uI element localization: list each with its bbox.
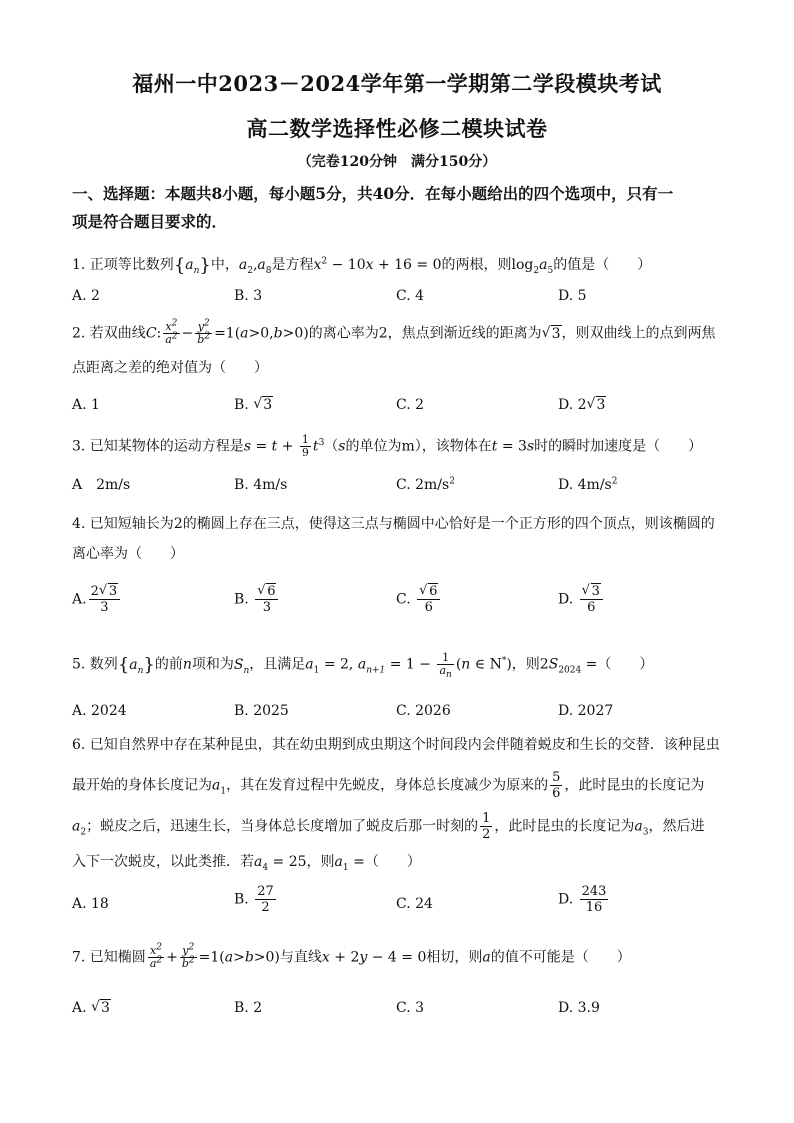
q3-option-a: A 2m/s <box>72 477 131 493</box>
exam-note: （完卷120分钟 满分150分） <box>297 154 497 170</box>
q7-option-a: A. √ 3 <box>72 998 111 1018</box>
q6-option-a: A. 18 <box>72 896 109 912</box>
q6-option-c: C. 24 <box>396 896 433 912</box>
section-heading-line1: 一、选择题：本题共8小题，每小题5分，共40分．在每小题给出的四个选项中，只有一 <box>72 184 674 203</box>
q7-option-c: C. 3 <box>396 1000 425 1016</box>
question-4-stem: 4. 已知短轴长为2的椭圆上存在三点，使得这三点与椭圆中心恰好是一个正方形的四个顶点，则该椭圆的 <box>72 516 715 532</box>
question-6-line4: 入下一次蜕皮，以此类推．若$a_4 = 25$，则$a_1$ =（ ） <box>72 854 421 873</box>
question-4-stem-line2: 离心率为（ ） <box>72 546 184 562</box>
q5-option-b: B. 2025 <box>234 703 289 719</box>
q1-option-b: B. 3 <box>234 288 263 304</box>
q1-option-c: C. 4 <box>396 288 425 304</box>
q4-option-d: D. √ $\frac{3}{6}$ <box>558 584 605 615</box>
question-2-stem: 2. 若双曲线C: $\frac{x^2}{a^2}$ − $\frac{y^2}{b^2}$ =1(a>0,b>0)的离心率为2，焦点到渐近线的距离为√ 3，则双曲线上的点到两焦 <box>72 321 716 346</box>
question-6-line1: 6. 已知自然界中存在某种昆虫，其在幼虫期到成虫期这个时间段内会伴随着蜕皮和生长的交替．该种昆虫 <box>72 737 720 753</box>
q5-option-d: D. 2027 <box>558 703 614 719</box>
q4-option-c: C. √ $\frac{6}{6}$ <box>396 584 442 615</box>
q6-option-b: B. $\frac{27}{2}$ <box>234 884 274 915</box>
section-heading-line2: 项是符合题目要求的． <box>72 212 228 231</box>
question-6-line3: $a_2$；蜕皮之后，迅速生长，当身体总长度增加了蜕皮后那一时刻的 $\frac{1}{2}$ ，此时昆虫的长度记为$a_3$，然后进 <box>72 811 705 842</box>
q2-option-a: A. 1 <box>72 397 100 413</box>
q2-option-d: D. 2√ 3 <box>558 395 606 415</box>
q3-option-d: D. $4m/s^2$ <box>558 476 618 493</box>
question-5-stem: 5. 数列$\{a_n\}$的前n项和为$S_n$，且满足$a_1 = 2$, $a_{n+1} = 1$ − $\frac{1}{a_n}$ (n ∈ N*)，则$2S_{2024}$ =（ ） <box>72 651 654 681</box>
q5-option-a: A. 2024 <box>72 703 127 719</box>
question-3-stem: 3. 已知某物体的运动方程是s = t + $\frac{1}{9}$ $t^3(s$的单位为m），该物体在t = 3s时的瞬时加速度是（ ） <box>72 433 703 459</box>
question-2-stem-line2: 点距离之差的绝对值为（ ） <box>72 360 268 376</box>
q2-option-b: B. √ 3 <box>234 395 273 415</box>
q7-option-d: D. 3.9 <box>558 1000 600 1016</box>
question-1-stem: 1. 正项等比数列$\{a_n\}$中，$a_2,a_8$是方程$x^2 - 10x + 16 = 0$的两根，则$\log_2a_5$的值是（ ） <box>72 255 652 276</box>
question-6-line2: 最开始的身体长度记为$a_1$，其在发育过程中先蜕皮，身体总长度减少为原来的 $\frac{5}{6}$ ，此时昆虫的长度记为 <box>72 770 705 801</box>
question-7-stem: 7. 已知椭圆 $\frac{x^2}{a^2}$ + $\frac{y^2}{b^2}$ =1(a>b>0)与直线x + 2y − 4 = 0相切，则a的值不可能是（ ） <box>72 942 631 970</box>
exam-subtitle: 高二数学选择性必修二模块试卷 <box>246 116 548 141</box>
q4-option-b: B. √ $\frac{6}{3}$ <box>234 584 280 615</box>
q2-option-c: C. 2 <box>396 397 425 413</box>
section-heading <box>72 180 724 236</box>
q3-option-c: C. $2m/s^2$ <box>396 476 455 493</box>
q6-option-d: D. $\frac{243}{16}$ <box>558 884 607 915</box>
exam-title: 福州一中2023－2024学年第一学期第二学段模块考试 <box>132 71 662 96</box>
q1-option-d: D. 5 <box>558 288 587 304</box>
q5-option-c: C. 2026 <box>396 703 451 719</box>
q4-option-a: A. $\frac{2√ 3}{3}$ <box>72 584 122 615</box>
q7-option-b: B. 2 <box>234 1000 263 1016</box>
q3-option-b: B. 4m/s <box>234 477 288 493</box>
q1-option-a: A. 2 <box>72 288 100 304</box>
